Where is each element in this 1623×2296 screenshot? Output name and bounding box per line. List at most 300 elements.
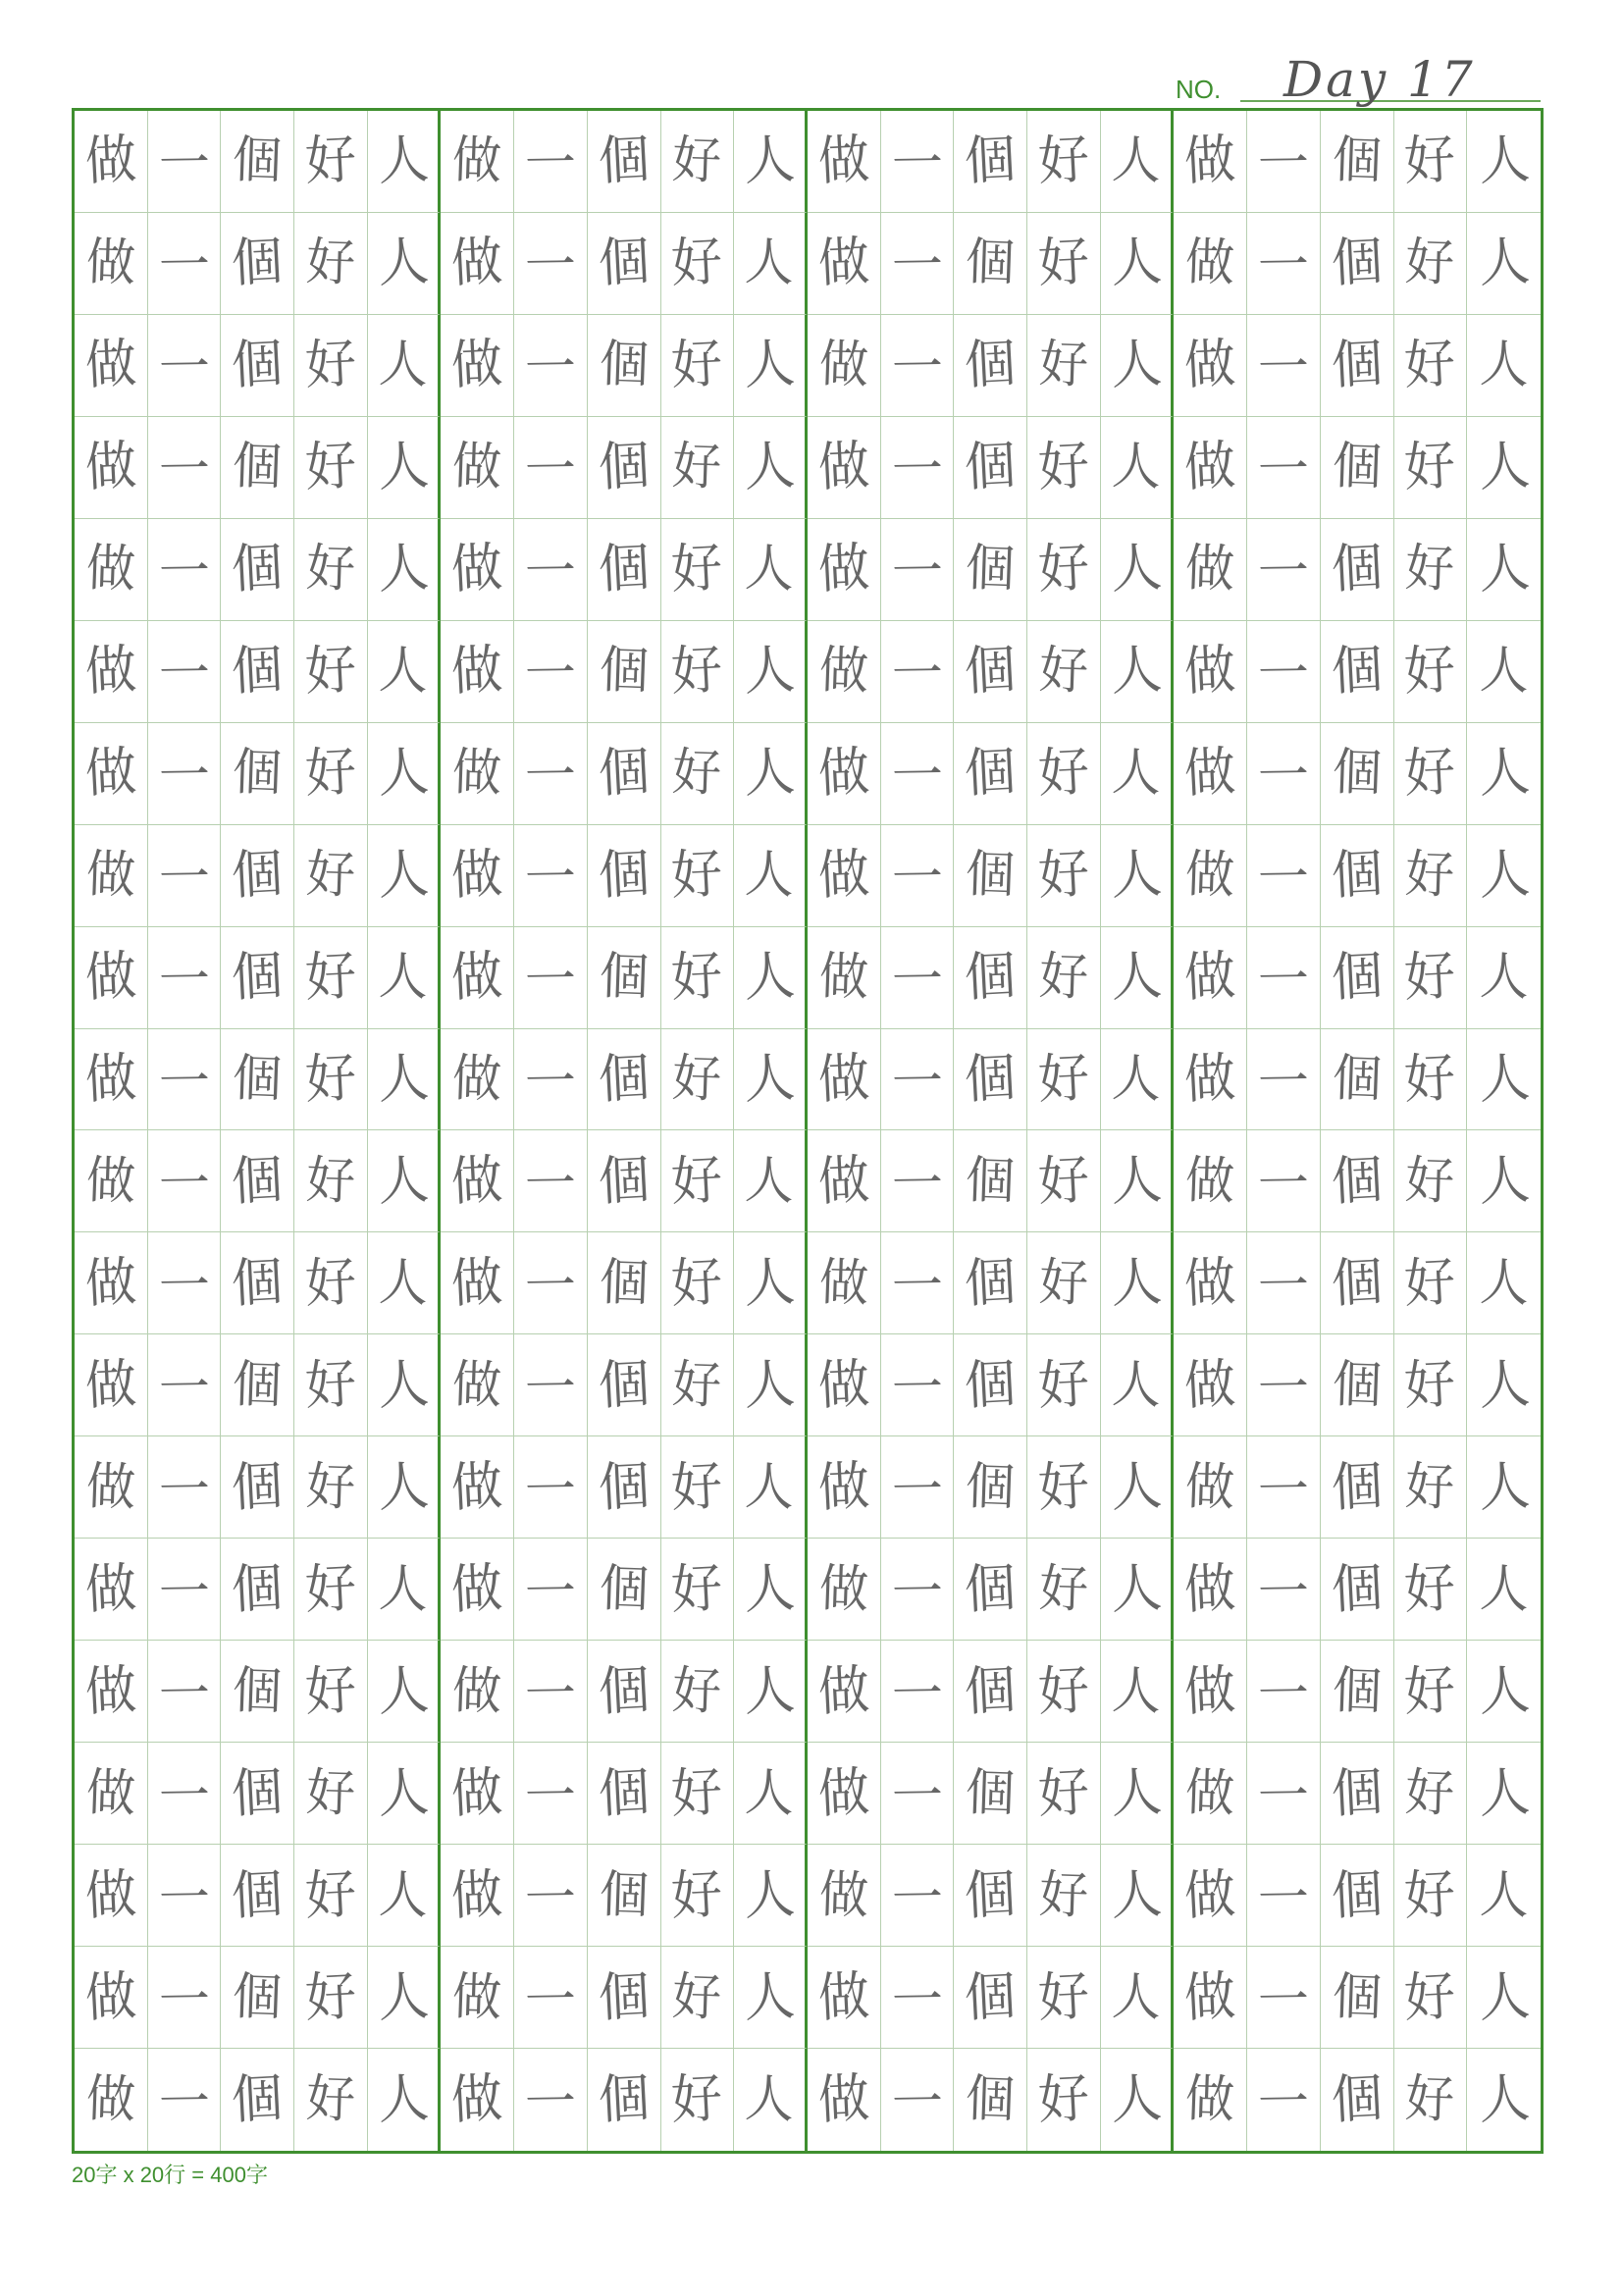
handwritten-character: 人: [744, 2069, 796, 2130]
handwritten-character: 個: [597, 231, 652, 295]
handwritten-character: 做: [83, 1353, 138, 1418]
handwritten-character: 個: [1330, 1149, 1385, 1214]
handwritten-character: 人: [1110, 1660, 1162, 1722]
handwritten-character: 一: [524, 848, 577, 909]
handwritten-character: 做: [451, 1660, 503, 1722]
grid-cell: [881, 2049, 955, 2151]
grid-cell: [1027, 621, 1101, 723]
grid-cell: [368, 1232, 442, 1334]
grid-cell: [1394, 1232, 1468, 1334]
grid-cell: [588, 1845, 661, 1947]
grid-cell: [808, 1845, 881, 1947]
grid-cell: [954, 111, 1027, 213]
handwritten-character: 人: [377, 1558, 429, 1620]
grid-cell: [514, 519, 588, 621]
handwritten-character: 個: [232, 130, 284, 192]
handwritten-character: 做: [816, 843, 871, 908]
number-label: NO.: [1176, 75, 1222, 104]
handwritten-character: 好: [671, 1355, 723, 1416]
handwritten-character: 做: [1184, 845, 1236, 906]
handwritten-character: 做: [816, 741, 871, 806]
grid-cell: [1247, 825, 1321, 927]
grid-cell: [148, 723, 222, 825]
handwritten-character: 人: [742, 639, 797, 704]
handwritten-character: 一: [158, 2072, 211, 2133]
handwritten-character: 個: [1331, 743, 1383, 805]
handwritten-character: 好: [304, 845, 356, 906]
grid-cell: [1027, 1029, 1101, 1131]
handwritten-character: 做: [1184, 2069, 1236, 2130]
grid-cell: [1247, 723, 1321, 825]
handwritten-character: 好: [669, 639, 725, 704]
grid-cell: [881, 111, 955, 213]
handwritten-character: 一: [891, 134, 944, 194]
handwritten-character: 人: [1109, 231, 1164, 295]
grid-cell: [1174, 1334, 1247, 1436]
handwritten-character: 人: [1477, 1353, 1532, 1418]
grid-cell: [148, 315, 222, 417]
grid-cell: [1247, 519, 1321, 621]
grid-cell: [221, 2049, 294, 2151]
grid-cell: [734, 417, 808, 519]
handwritten-character: 人: [742, 1863, 797, 1928]
grid-cell: [441, 417, 514, 519]
grid-cell: [954, 1641, 1027, 1743]
grid-cell: [1467, 1334, 1541, 1436]
grid-cell: [368, 723, 442, 825]
handwritten-character: 做: [1182, 1863, 1237, 1928]
grid-cell: [1247, 1130, 1321, 1232]
handwritten-character: 好: [1404, 233, 1456, 294]
handwritten-character: 一: [1257, 1154, 1310, 1215]
grid-cell: [954, 519, 1027, 621]
handwritten-character: 做: [84, 1762, 136, 1824]
handwritten-character: 個: [965, 1456, 1017, 1518]
grid-cell: [1321, 1539, 1394, 1641]
grid-cell: [661, 1743, 735, 1845]
grid-cell: [368, 1334, 442, 1436]
grid-cell: [1174, 1743, 1247, 1845]
handwritten-character: 人: [1477, 741, 1532, 806]
handwritten-character: 好: [1402, 1251, 1458, 1316]
grid-cell: [75, 111, 148, 213]
grid-cell: [1174, 1232, 1247, 1334]
grid-cell: [1101, 1029, 1175, 1131]
handwritten-character: 人: [1477, 435, 1532, 499]
grid-cell: [1101, 723, 1175, 825]
handwritten-character: 一: [891, 1256, 944, 1317]
handwritten-character: 好: [1036, 1761, 1091, 1826]
handwritten-character: 好: [304, 1762, 356, 1824]
grid-cell: [954, 213, 1027, 315]
grid-cell: [734, 1947, 808, 2049]
handwritten-character: 好: [1037, 335, 1089, 396]
grid-cell: [1394, 315, 1468, 417]
handwritten-character: 好: [304, 233, 356, 294]
grid-cell: [1467, 1232, 1541, 1334]
manuscript-sheet: [72, 108, 1544, 2154]
grid-cell: [588, 1641, 661, 1743]
handwritten-character: 做: [451, 437, 503, 498]
handwritten-character: 一: [891, 1868, 944, 1929]
grid-cell: [148, 111, 222, 213]
grid-cell: [1247, 417, 1321, 519]
grid-cell: [734, 1232, 808, 1334]
handwritten-character: 好: [1404, 845, 1456, 906]
handwritten-character: 個: [963, 435, 1018, 499]
grid-cell: [1027, 825, 1101, 927]
grid-cell: [1321, 927, 1394, 1029]
grid-cell: [1101, 1436, 1175, 1539]
grid-cell: [368, 1845, 442, 1947]
grid-cell: [661, 825, 735, 927]
grid-cell: [588, 1947, 661, 2049]
handwritten-character: 好: [671, 437, 723, 498]
grid-cell: [1394, 519, 1468, 621]
grid-cell: [75, 1539, 148, 1641]
grid-cell: [1174, 315, 1247, 417]
grid-cell: [1321, 519, 1394, 621]
handwritten-character: 做: [83, 1965, 138, 2030]
grid-cell: [148, 1334, 222, 1436]
handwritten-character: 做: [83, 1251, 138, 1316]
handwritten-character: 好: [1404, 539, 1456, 600]
grid-cell: [881, 1947, 955, 2049]
grid-cell: [1247, 213, 1321, 315]
handwritten-character: 做: [1182, 1353, 1237, 1418]
grid-cell: [514, 1539, 588, 1641]
handwritten-character: 人: [744, 1151, 796, 1212]
grid-cell: [881, 1130, 955, 1232]
handwritten-character: 做: [1182, 1659, 1237, 1724]
grid-cell: [441, 1539, 514, 1641]
grid-cell: [148, 519, 222, 621]
grid-cell: [1101, 1743, 1175, 1845]
handwritten-character: 人: [742, 741, 797, 806]
grid-cell: [808, 825, 881, 927]
grid-cell: [1101, 2049, 1175, 2151]
grid-cell: [808, 315, 881, 417]
grid-cell: [368, 111, 442, 213]
grid-cell: [148, 1641, 222, 1743]
grid-cell: [441, 927, 514, 1029]
handwritten-character: 一: [1257, 134, 1310, 194]
grid-cell: [148, 621, 222, 723]
grid-cell: [1174, 213, 1247, 315]
handwritten-character: 做: [449, 1455, 504, 1520]
grid-cell: [661, 1947, 735, 2049]
handwritten-character: 做: [449, 945, 504, 1010]
grid-cell: [441, 213, 514, 315]
handwritten-character: 做: [451, 1966, 503, 2028]
handwritten-character: 人: [1478, 1253, 1530, 1314]
handwritten-character: 一: [524, 1766, 577, 1827]
character-grid: [75, 111, 1541, 2151]
handwritten-character: 個: [230, 639, 285, 704]
handwritten-character: 一: [524, 1154, 577, 1215]
grid-cell: [514, 417, 588, 519]
grid-cell: [1247, 1641, 1321, 1743]
grid-cell: [734, 1845, 808, 1947]
grid-cell: [1174, 1641, 1247, 1743]
grid-cell: [221, 1436, 294, 1539]
handwritten-character: 人: [1477, 231, 1532, 295]
handwritten-character: 做: [816, 1353, 871, 1418]
handwritten-character: 人: [742, 333, 797, 397]
handwritten-character: 做: [817, 335, 869, 396]
grid-cell: [734, 1743, 808, 1845]
grid-cell: [221, 1029, 294, 1131]
grid-cell: [1027, 111, 1101, 213]
handwritten-character: 做: [817, 1558, 869, 1620]
grid-cell: [1394, 1029, 1468, 1131]
grid-cell: [588, 1539, 661, 1641]
grid-cell: [808, 1539, 881, 1641]
handwritten-character: 做: [1182, 741, 1237, 806]
grid-cell: [808, 1743, 881, 1845]
grid-cell: [734, 1539, 808, 1641]
grid-cell: [368, 927, 442, 1029]
handwritten-character: 人: [742, 129, 797, 193]
handwritten-character: 人: [377, 335, 429, 396]
handwritten-character: 一: [158, 1358, 211, 1419]
handwritten-character: 一: [158, 1868, 211, 1929]
handwritten-character: 好: [304, 1456, 356, 1518]
handwritten-character: 一: [891, 235, 944, 296]
grid-cell: [881, 1641, 955, 1743]
handwritten-character: 一: [524, 1256, 577, 1317]
handwritten-character: 做: [449, 2067, 504, 2132]
grid-cell: [148, 927, 222, 1029]
grid-cell: [148, 1743, 222, 1845]
grid-cell: [734, 519, 808, 621]
grid-cell: [661, 1436, 735, 1539]
grid-cell: [1321, 1947, 1394, 2049]
handwritten-character: 好: [1037, 1864, 1089, 1926]
handwritten-character: 做: [816, 435, 871, 499]
handwritten-character: 人: [742, 1659, 797, 1724]
grid-cell: [661, 1130, 735, 1232]
handwritten-character: 個: [963, 129, 1018, 193]
handwritten-character: 好: [1037, 1558, 1089, 1620]
handwritten-character: 個: [1330, 333, 1385, 397]
grid-cell: [75, 1845, 148, 1947]
handwritten-character: 一: [524, 1868, 577, 1929]
grid-cell: [368, 1130, 442, 1232]
grid-cell: [368, 1743, 442, 1845]
grid-cell: [221, 315, 294, 417]
grid-cell: [1467, 927, 1541, 1029]
handwritten-character: 做: [83, 1659, 138, 1724]
handwritten-character: 一: [891, 1970, 944, 2031]
handwritten-character: 好: [304, 539, 356, 600]
handwritten-character: 人: [1477, 1455, 1532, 1520]
grid-cell: [954, 315, 1027, 417]
handwritten-character: 一: [158, 1154, 211, 1215]
handwritten-character: 人: [376, 537, 431, 601]
grid-cell: [1174, 519, 1247, 621]
grid-cell: [221, 1130, 294, 1232]
handwritten-character: 好: [303, 129, 358, 193]
grid-cell: [954, 1029, 1027, 1131]
handwritten-character: 一: [158, 338, 211, 398]
grid-cell: [588, 213, 661, 315]
grid-cell: [148, 1130, 222, 1232]
handwritten-character: 一: [524, 235, 577, 296]
handwritten-character: 一: [1257, 1664, 1310, 1725]
grid-cell: [1467, 825, 1541, 927]
handwritten-character: 做: [451, 1355, 503, 1416]
grid-cell: [1467, 1539, 1541, 1641]
grid-cell: [881, 1436, 955, 1539]
handwritten-character: 個: [1331, 1660, 1383, 1722]
handwritten-character: 人: [1109, 843, 1164, 908]
handwritten-character: 做: [449, 843, 504, 908]
grid-cell: [1247, 111, 1321, 213]
handwritten-character: 人: [377, 1253, 429, 1314]
handwritten-character: 個: [597, 1965, 652, 2030]
grid-cell: [368, 1436, 442, 1539]
grid-cell: [1174, 825, 1247, 927]
handwritten-character: 一: [524, 1358, 577, 1419]
handwritten-character: 一: [1257, 338, 1310, 398]
handwritten-character: 做: [816, 231, 871, 295]
handwritten-character: 人: [376, 435, 431, 499]
handwritten-character: 個: [963, 1863, 1018, 1928]
grid-cell: [1174, 1436, 1247, 1539]
handwritten-character: 做: [817, 947, 869, 1008]
grid-cell: [808, 1436, 881, 1539]
handwritten-character: 人: [1477, 537, 1532, 601]
grid-cell: [294, 1947, 368, 2049]
handwritten-character: 好: [669, 2067, 725, 2132]
handwritten-character: 好: [1404, 1456, 1456, 1518]
handwritten-character: 人: [1109, 639, 1164, 704]
grid-cell: [808, 927, 881, 1029]
grid-cell: [368, 1641, 442, 1743]
handwritten-character: 做: [83, 639, 138, 704]
handwritten-character: 一: [891, 1358, 944, 1419]
handwritten-character: 人: [376, 741, 431, 806]
grid-cell: [588, 621, 661, 723]
handwritten-character: 一: [158, 1052, 211, 1113]
handwritten-character: 做: [449, 1863, 504, 1928]
handwritten-character: 好: [669, 1251, 725, 1316]
grid-cell: [734, 111, 808, 213]
grid-cell: [1394, 1539, 1468, 1641]
grid-cell: [954, 417, 1027, 519]
grid-cell: [1247, 1947, 1321, 2049]
handwritten-character: 人: [1109, 2067, 1164, 2132]
handwritten-character: 好: [1036, 2067, 1091, 2132]
grid-cell: [368, 213, 442, 315]
handwritten-character: 個: [230, 1251, 285, 1316]
handwritten-character: 一: [1257, 440, 1310, 500]
handwritten-character: 一: [524, 338, 577, 398]
handwritten-character: 做: [84, 2069, 136, 2130]
handwritten-character: 做: [449, 1251, 504, 1316]
handwritten-character: 個: [1330, 2067, 1385, 2132]
grid-cell: [294, 723, 368, 825]
grid-cell: [1467, 1947, 1541, 2049]
handwritten-character: 一: [891, 1460, 944, 1521]
grid-cell: [1394, 825, 1468, 927]
handwritten-character: 個: [963, 945, 1018, 1010]
handwritten-character: 個: [963, 639, 1018, 704]
grid-cell: [734, 2049, 808, 2151]
handwritten-character: 一: [1257, 2072, 1310, 2133]
handwritten-character: 人: [377, 641, 429, 703]
grid-cell: [221, 1334, 294, 1436]
handwritten-character: 個: [965, 1151, 1017, 1212]
handwritten-character: 人: [1477, 1659, 1532, 1724]
handwritten-character: 個: [598, 641, 650, 703]
grid-cell: [808, 1130, 881, 1232]
handwritten-character: 一: [891, 1052, 944, 1113]
handwritten-character: 人: [376, 1047, 431, 1112]
grid-cell: [588, 1130, 661, 1232]
grid-cell: [75, 1641, 148, 1743]
grid-cell: [1247, 1539, 1321, 1641]
grid-cell: [588, 1436, 661, 1539]
handwritten-character: 人: [742, 945, 797, 1010]
grid-cell: [221, 111, 294, 213]
handwritten-character: 個: [963, 1659, 1018, 1724]
handwritten-character: 一: [158, 440, 211, 500]
handwritten-character: 做: [816, 1659, 871, 1724]
handwritten-character: 做: [1182, 1965, 1237, 2030]
handwritten-character: 一: [158, 746, 211, 807]
handwritten-character: 做: [83, 945, 138, 1010]
grid-cell: [441, 111, 514, 213]
grid-cell: [954, 1436, 1027, 1539]
grid-cell: [1467, 621, 1541, 723]
handwritten-character: 人: [1477, 843, 1532, 908]
grid-cell: [221, 825, 294, 927]
grid-cell: [441, 1947, 514, 2049]
handwritten-character: 個: [597, 843, 652, 908]
grid-cell: [734, 213, 808, 315]
handwritten-character: 好: [303, 1353, 358, 1418]
grid-cell: [1174, 1130, 1247, 1232]
handwritten-character: 做: [817, 1864, 869, 1926]
grid-cell: [1101, 417, 1175, 519]
handwritten-character: 個: [598, 1558, 650, 1620]
grid-cell: [1027, 417, 1101, 519]
handwritten-character: 一: [891, 950, 944, 1011]
handwritten-character: 做: [1182, 1557, 1237, 1622]
grid-cell: [808, 1334, 881, 1436]
handwritten-character: 做: [1184, 1456, 1236, 1518]
handwritten-character: 好: [669, 945, 725, 1010]
handwritten-character: 一: [891, 644, 944, 704]
handwritten-character: 一: [158, 1562, 211, 1623]
handwritten-character: 做: [84, 1456, 136, 1518]
grid-cell: [734, 1334, 808, 1436]
grid-cell: [1467, 1436, 1541, 1539]
grid-cell: [1027, 1436, 1101, 1539]
handwritten-character: 好: [669, 537, 725, 601]
handwritten-character: 好: [303, 435, 358, 499]
handwritten-character: 做: [1184, 1151, 1236, 1212]
grid-cell: [294, 519, 368, 621]
grid-cell: [1394, 723, 1468, 825]
grid-cell: [954, 825, 1027, 927]
handwritten-character: 一: [524, 542, 577, 602]
handwritten-character: 人: [377, 1864, 429, 1926]
handwritten-character: 做: [83, 1557, 138, 1622]
handwritten-character: 一: [1257, 235, 1310, 296]
